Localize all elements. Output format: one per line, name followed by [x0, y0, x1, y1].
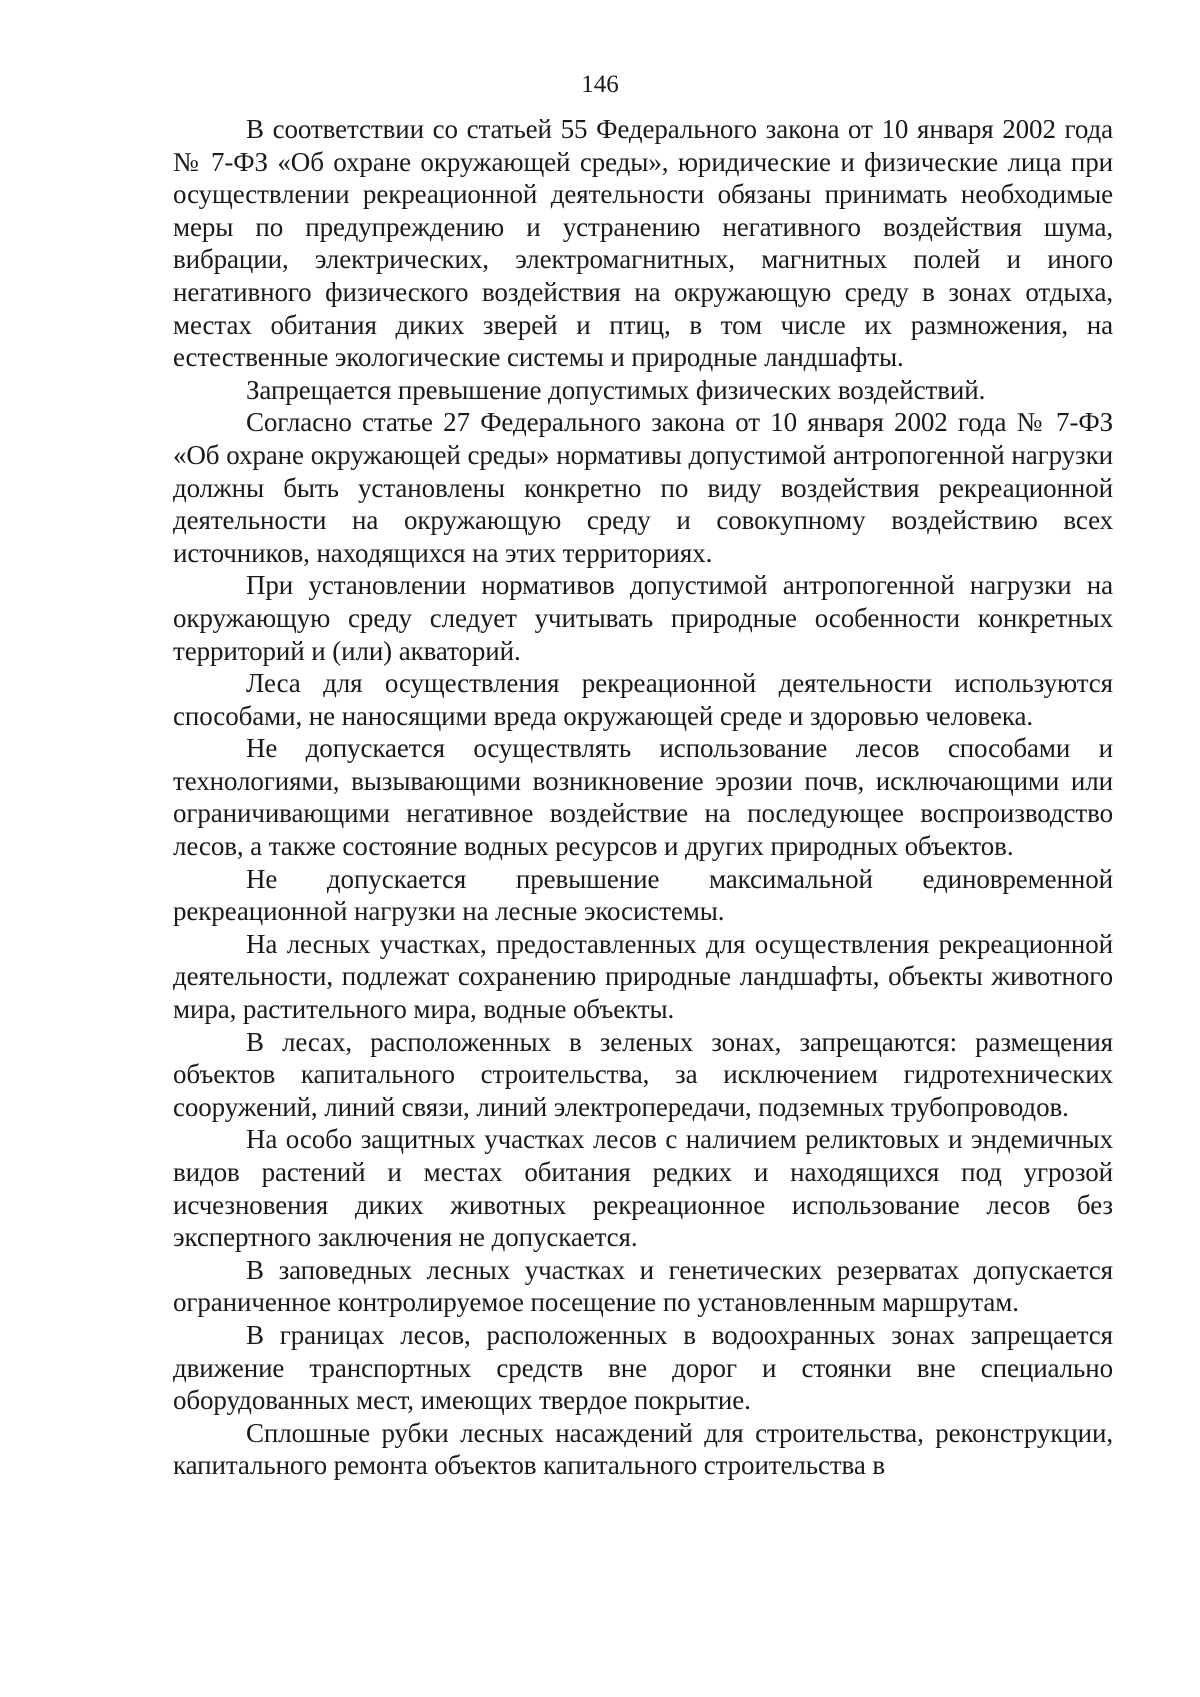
- page-number: 146: [581, 71, 619, 98]
- document-body: [173, 113, 1113, 1482]
- paragraph: При установлении нормативов допустимой антропогенной нагрузки на окружающую среду следует учитывать природные особенности конкретных территорий и (или) акваторий.: [173, 570, 1113, 666]
- paragraph: В лесах, расположенных в зеленых зонах, запрещаются: размещения объектов капитального строительства, за исключением гидротехнических сооружений, линий связи, линий электропередачи, подземных трубопроводов.: [173, 1026, 1113, 1122]
- paragraph: На особо защитных участках лесов с наличием реликтовых и эндемичных видов растений и местах обитания редких и находящихся под угрозой исчезновения диких животных рекреационное использование лесов без экспертного заключения не допускается.: [173, 1124, 1113, 1253]
- paragraph: Не допускается превышение максимальной единовременной рекреационной нагрузки на лесные экосистемы.: [173, 863, 1113, 927]
- paragraph: В соответствии со статьей 55 Федерального закона от 10 января 2002 года № 7-ФЗ «Об охране окружающей среды», юридические и физические лица при осуществлении рекреационной деятельности обязаны принимать необходимые меры по предупреждению и устранению негативного воздействия шума, вибрации, электрических, электромагнитных, магнитных полей и иного негативного физического воздействия на окружающую среду в зонах отдыха, местах обитания диких зверей и птиц, в том числе их размножения, на естественные экологические системы и природные ландшафты.: [173, 114, 1113, 373]
- paragraph: Запрещается превышение допустимых физических воздействий.: [246, 374, 986, 405]
- paragraph: Леса для осуществления рекреационной деятельности используются способами, не наносящими вреда окружающей среде и здоровью человека.: [173, 668, 1113, 731]
- paragraph: Не допускается осуществлять использование лесов способами и технологиями, вызывающими возникновение эрозии почв, исключающими или ограничивающими негативное воздействие на последующее воспроизводство лесов, а также состояние водных ресурсов и других природных объектов.: [173, 733, 1113, 862]
- paragraph: Согласно статье 27 Федерального закона от 10 января 2002 года № 7-ФЗ «Об охране окружающей среды» нормативы допустимой антропогенной нагрузки должны быть установлены конкретно по виду воздействия рекреационной деятельности на окружающую среду и совокупному воздействию всех источников, находящихся на этих территориях.: [173, 407, 1113, 568]
- paragraph: В заповедных лесных участках и генетических резерватах допускается ограниченное контролируемое посещение по установленным маршрутам.: [173, 1254, 1113, 1318]
- paragraph: Сплошные рубки лесных насаждений для строительства, реконструкции, капитального ремонта объектов капитального строительства в: [173, 1417, 1113, 1481]
- paragraph: В границах лесов, расположенных в водоохранных зонах запрещается движение транспортных средств вне дорог и стоянки вне специально оборудованных мест, имеющих твердое покрытие.: [173, 1319, 1113, 1416]
- paragraph: На лесных участках, предоставленных для осуществления рекреационной деятельности, подлежат сохранению природные ландшафты, объекты животного мира, растительного мира, водные объекты.: [173, 928, 1113, 1025]
